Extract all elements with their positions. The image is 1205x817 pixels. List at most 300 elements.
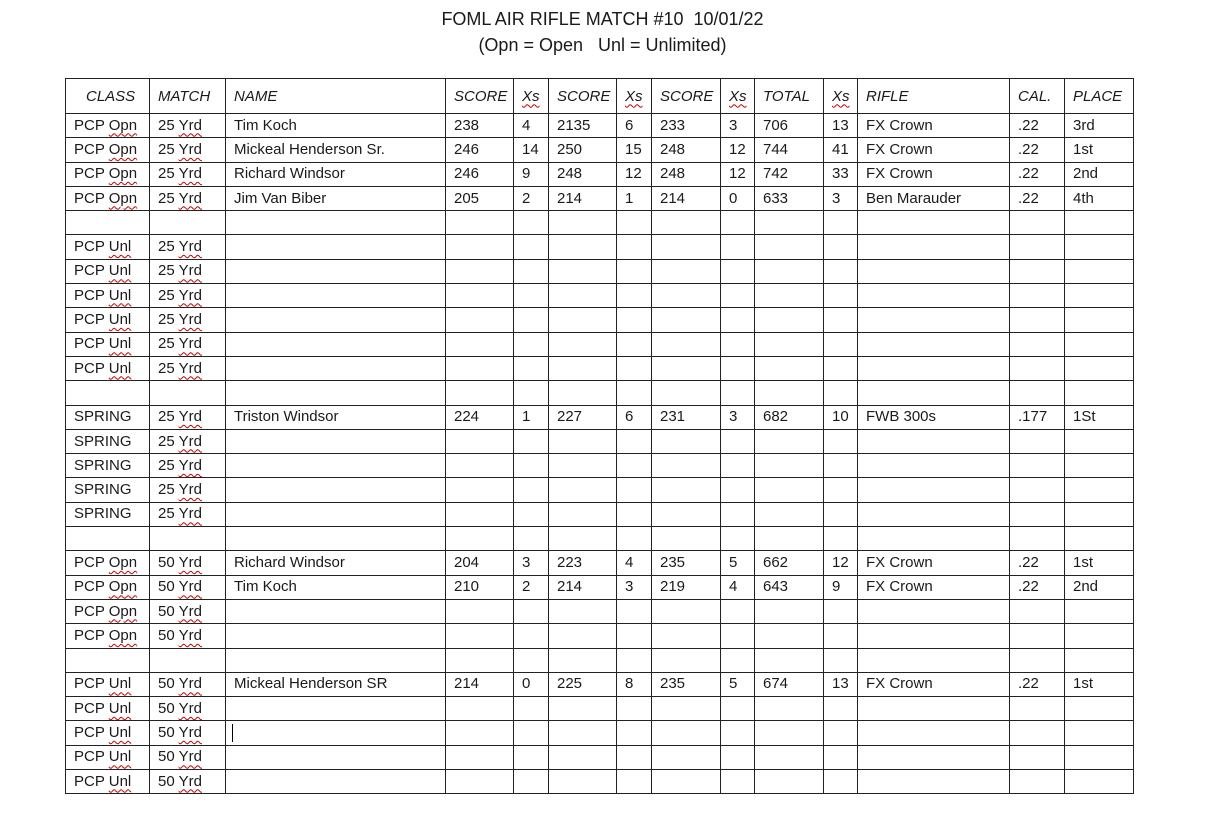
cell-xs-1[interactable]: [514, 114, 549, 138]
cell-xs-total[interactable]: [824, 502, 858, 526]
cell-name[interactable]: [226, 429, 446, 453]
cell-score-2[interactable]: [549, 697, 617, 721]
cell-total[interactable]: [755, 575, 824, 599]
cell-match[interactable]: [150, 381, 226, 405]
cell-class[interactable]: [66, 211, 150, 235]
cell-xs-total[interactable]: [824, 405, 858, 429]
cell-rifle[interactable]: [858, 697, 1010, 721]
cell-xs-2[interactable]: [617, 551, 652, 575]
cell-cal[interactable]: [1010, 114, 1065, 138]
cell-name[interactable]: [226, 162, 446, 186]
cell-class[interactable]: [66, 186, 150, 210]
cell-total[interactable]: [755, 162, 824, 186]
cell-score-3[interactable]: [652, 599, 721, 623]
cell-place[interactable]: [1065, 697, 1134, 721]
cell-xs-total[interactable]: [824, 186, 858, 210]
cell-class[interactable]: [66, 648, 150, 672]
cell-xs-2[interactable]: [617, 138, 652, 162]
cell-place[interactable]: [1065, 162, 1134, 186]
cell-total[interactable]: [755, 770, 824, 794]
cell-score-1[interactable]: [446, 624, 514, 648]
cell-rifle[interactable]: [858, 478, 1010, 502]
cell-name[interactable]: [226, 211, 446, 235]
cell-score-3[interactable]: [652, 648, 721, 672]
cell-class[interactable]: [66, 745, 150, 769]
cell-xs-3[interactable]: [721, 405, 755, 429]
cell-cal[interactable]: [1010, 211, 1065, 235]
cell-total[interactable]: [755, 186, 824, 210]
cell-rifle[interactable]: [858, 624, 1010, 648]
cell-score-1[interactable]: [446, 527, 514, 551]
cell-xs-1[interactable]: [514, 478, 549, 502]
cell-score-2[interactable]: [549, 259, 617, 283]
cell-xs-3[interactable]: [721, 138, 755, 162]
cell-score-3[interactable]: [652, 478, 721, 502]
cell-score-2[interactable]: [549, 770, 617, 794]
cell-xs-1[interactable]: [514, 624, 549, 648]
cell-total[interactable]: [755, 697, 824, 721]
cell-place[interactable]: [1065, 381, 1134, 405]
cell-cal[interactable]: [1010, 527, 1065, 551]
cell-xs-2[interactable]: [617, 599, 652, 623]
cell-xs-2[interactable]: [617, 332, 652, 356]
cell-place[interactable]: [1065, 624, 1134, 648]
cell-score-2[interactable]: [549, 405, 617, 429]
cell-score-1[interactable]: [446, 745, 514, 769]
cell-cal[interactable]: [1010, 259, 1065, 283]
cell-name[interactable]: [226, 332, 446, 356]
cell-xs-1[interactable]: [514, 551, 549, 575]
cell-cal[interactable]: [1010, 429, 1065, 453]
cell-score-1[interactable]: [446, 332, 514, 356]
cell-score-1[interactable]: [446, 381, 514, 405]
cell-total[interactable]: [755, 721, 824, 745]
cell-score-1[interactable]: [446, 186, 514, 210]
cell-xs-3[interactable]: [721, 575, 755, 599]
cell-xs-1[interactable]: [514, 235, 549, 259]
cell-cal[interactable]: [1010, 454, 1065, 478]
cell-score-3[interactable]: [652, 211, 721, 235]
cell-total[interactable]: [755, 672, 824, 696]
cell-score-1[interactable]: [446, 575, 514, 599]
cell-xs-1[interactable]: [514, 745, 549, 769]
cell-score-1[interactable]: [446, 672, 514, 696]
cell-class[interactable]: [66, 672, 150, 696]
cell-rifle[interactable]: [858, 551, 1010, 575]
cell-total[interactable]: [755, 648, 824, 672]
cell-rifle[interactable]: [858, 332, 1010, 356]
cell-match[interactable]: [150, 114, 226, 138]
cell-place[interactable]: [1065, 308, 1134, 332]
cell-score-1[interactable]: [446, 405, 514, 429]
cell-score-3[interactable]: [652, 624, 721, 648]
cell-rifle[interactable]: [858, 454, 1010, 478]
cell-name[interactable]: [226, 551, 446, 575]
cell-cal[interactable]: [1010, 648, 1065, 672]
cell-xs-1[interactable]: [514, 502, 549, 526]
cell-xs-total[interactable]: [824, 624, 858, 648]
cell-xs-2[interactable]: [617, 114, 652, 138]
cell-xs-2[interactable]: [617, 770, 652, 794]
cell-xs-3[interactable]: [721, 599, 755, 623]
cell-score-1[interactable]: [446, 114, 514, 138]
cell-xs-1[interactable]: [514, 381, 549, 405]
cell-class[interactable]: [66, 381, 150, 405]
cell-place[interactable]: [1065, 186, 1134, 210]
cell-xs-3[interactable]: [721, 284, 755, 308]
cell-match[interactable]: [150, 284, 226, 308]
cell-xs-total[interactable]: [824, 551, 858, 575]
cell-xs-2[interactable]: [617, 405, 652, 429]
cell-xs-2[interactable]: [617, 429, 652, 453]
cell-rifle[interactable]: [858, 575, 1010, 599]
cell-xs-total[interactable]: [824, 697, 858, 721]
cell-xs-3[interactable]: [721, 186, 755, 210]
cell-place[interactable]: [1065, 405, 1134, 429]
cell-xs-2[interactable]: [617, 259, 652, 283]
cell-score-1[interactable]: [446, 478, 514, 502]
cell-xs-2[interactable]: [617, 186, 652, 210]
cell-xs-total[interactable]: [824, 721, 858, 745]
cell-name[interactable]: [226, 356, 446, 380]
cell-xs-2[interactable]: [617, 672, 652, 696]
cell-xs-3[interactable]: [721, 551, 755, 575]
cell-score-2[interactable]: [549, 284, 617, 308]
cell-score-2[interactable]: [549, 648, 617, 672]
cell-match[interactable]: [150, 478, 226, 502]
cell-total[interactable]: [755, 599, 824, 623]
cell-xs-1[interactable]: [514, 138, 549, 162]
cell-score-1[interactable]: [446, 770, 514, 794]
cell-cal[interactable]: [1010, 284, 1065, 308]
cell-xs-total[interactable]: [824, 138, 858, 162]
cell-match[interactable]: [150, 697, 226, 721]
cell-rifle[interactable]: [858, 284, 1010, 308]
cell-match[interactable]: [150, 648, 226, 672]
cell-total[interactable]: [755, 454, 824, 478]
cell-xs-total[interactable]: [824, 308, 858, 332]
cell-total[interactable]: [755, 745, 824, 769]
cell-match[interactable]: [150, 308, 226, 332]
cell-class[interactable]: [66, 527, 150, 551]
cell-score-2[interactable]: [549, 235, 617, 259]
cell-total[interactable]: [755, 405, 824, 429]
cell-total[interactable]: [755, 624, 824, 648]
cell-rifle[interactable]: [858, 138, 1010, 162]
cell-score-2[interactable]: [549, 162, 617, 186]
cell-xs-3[interactable]: [721, 648, 755, 672]
cell-xs-3[interactable]: [721, 259, 755, 283]
cell-xs-2[interactable]: [617, 648, 652, 672]
cell-rifle[interactable]: [858, 356, 1010, 380]
cell-name[interactable]: [226, 186, 446, 210]
cell-xs-2[interactable]: [617, 308, 652, 332]
cell-xs-total[interactable]: [824, 770, 858, 794]
cell-cal[interactable]: [1010, 770, 1065, 794]
cell-name[interactable]: [226, 770, 446, 794]
cell-match[interactable]: [150, 575, 226, 599]
cell-xs-1[interactable]: [514, 332, 549, 356]
cell-xs-total[interactable]: [824, 356, 858, 380]
cell-xs-1[interactable]: [514, 527, 549, 551]
cell-total[interactable]: [755, 211, 824, 235]
cell-class[interactable]: [66, 114, 150, 138]
cell-cal[interactable]: [1010, 575, 1065, 599]
cell-xs-total[interactable]: [824, 745, 858, 769]
cell-name[interactable]: [226, 502, 446, 526]
cell-total[interactable]: [755, 308, 824, 332]
cell-xs-2[interactable]: [617, 575, 652, 599]
cell-class[interactable]: [66, 235, 150, 259]
cell-match[interactable]: [150, 502, 226, 526]
cell-score-1[interactable]: [446, 648, 514, 672]
cell-name[interactable]: [226, 381, 446, 405]
cell-class[interactable]: [66, 259, 150, 283]
cell-place[interactable]: [1065, 284, 1134, 308]
cell-place[interactable]: [1065, 259, 1134, 283]
cell-match[interactable]: [150, 138, 226, 162]
cell-score-2[interactable]: [549, 672, 617, 696]
cell-xs-3[interactable]: [721, 770, 755, 794]
cell-score-3[interactable]: [652, 770, 721, 794]
cell-cal[interactable]: [1010, 138, 1065, 162]
cell-name[interactable]: [226, 575, 446, 599]
cell-cal[interactable]: [1010, 162, 1065, 186]
cell-name[interactable]: [226, 672, 446, 696]
cell-name[interactable]: [226, 624, 446, 648]
cell-xs-3[interactable]: [721, 454, 755, 478]
cell-rifle[interactable]: [858, 770, 1010, 794]
cell-xs-total[interactable]: [824, 162, 858, 186]
cell-cal[interactable]: [1010, 332, 1065, 356]
cell-cal[interactable]: [1010, 235, 1065, 259]
cell-total[interactable]: [755, 502, 824, 526]
cell-score-1[interactable]: [446, 502, 514, 526]
cell-score-2[interactable]: [549, 478, 617, 502]
cell-xs-2[interactable]: [617, 162, 652, 186]
cell-cal[interactable]: [1010, 405, 1065, 429]
cell-cal[interactable]: [1010, 599, 1065, 623]
cell-score-1[interactable]: [446, 697, 514, 721]
cell-xs-1[interactable]: [514, 429, 549, 453]
cell-xs-3[interactable]: [721, 332, 755, 356]
cell-score-2[interactable]: [549, 211, 617, 235]
cell-score-2[interactable]: [549, 624, 617, 648]
cell-class[interactable]: [66, 454, 150, 478]
cell-class[interactable]: [66, 308, 150, 332]
cell-xs-1[interactable]: [514, 697, 549, 721]
cell-xs-1[interactable]: [514, 672, 549, 696]
cell-xs-total[interactable]: [824, 211, 858, 235]
cell-score-1[interactable]: [446, 429, 514, 453]
cell-name[interactable]: [226, 527, 446, 551]
cell-name[interactable]: [226, 138, 446, 162]
cell-rifle[interactable]: [858, 211, 1010, 235]
cell-name[interactable]: [226, 308, 446, 332]
cell-name[interactable]: [226, 454, 446, 478]
cell-match[interactable]: [150, 356, 226, 380]
cell-xs-2[interactable]: [617, 624, 652, 648]
cell-match[interactable]: [150, 770, 226, 794]
cell-place[interactable]: [1065, 575, 1134, 599]
cell-match[interactable]: [150, 551, 226, 575]
cell-name[interactable]: [226, 599, 446, 623]
cell-cal[interactable]: [1010, 308, 1065, 332]
cell-name[interactable]: [226, 114, 446, 138]
cell-xs-2[interactable]: [617, 381, 652, 405]
cell-name[interactable]: [226, 697, 446, 721]
cell-name[interactable]: [226, 478, 446, 502]
cell-xs-1[interactable]: [514, 211, 549, 235]
cell-score-3[interactable]: [652, 454, 721, 478]
cell-score-2[interactable]: [549, 138, 617, 162]
cell-name[interactable]: [226, 745, 446, 769]
cell-cal[interactable]: [1010, 478, 1065, 502]
cell-score-1[interactable]: [446, 599, 514, 623]
cell-place[interactable]: [1065, 502, 1134, 526]
cell-xs-1[interactable]: [514, 405, 549, 429]
cell-class[interactable]: [66, 697, 150, 721]
cell-cal[interactable]: [1010, 381, 1065, 405]
cell-xs-total[interactable]: [824, 381, 858, 405]
cell-rifle[interactable]: [858, 405, 1010, 429]
cell-class[interactable]: [66, 721, 150, 745]
cell-total[interactable]: [755, 138, 824, 162]
cell-score-3[interactable]: [652, 745, 721, 769]
cell-score-3[interactable]: [652, 138, 721, 162]
cell-cal[interactable]: [1010, 672, 1065, 696]
cell-score-3[interactable]: [652, 405, 721, 429]
cell-score-1[interactable]: [446, 454, 514, 478]
cell-class[interactable]: [66, 332, 150, 356]
cell-score-2[interactable]: [549, 454, 617, 478]
cell-score-2[interactable]: [549, 356, 617, 380]
cell-rifle[interactable]: [858, 672, 1010, 696]
cell-place[interactable]: [1065, 770, 1134, 794]
cell-class[interactable]: [66, 624, 150, 648]
cell-xs-2[interactable]: [617, 284, 652, 308]
cell-xs-total[interactable]: [824, 114, 858, 138]
cell-total[interactable]: [755, 235, 824, 259]
cell-place[interactable]: [1065, 332, 1134, 356]
cell-score-2[interactable]: [549, 429, 617, 453]
cell-xs-total[interactable]: [824, 672, 858, 696]
cell-xs-3[interactable]: [721, 381, 755, 405]
cell-score-3[interactable]: [652, 308, 721, 332]
cell-rifle[interactable]: [858, 162, 1010, 186]
cell-score-3[interactable]: [652, 575, 721, 599]
cell-xs-3[interactable]: [721, 308, 755, 332]
cell-match[interactable]: [150, 721, 226, 745]
cell-rifle[interactable]: [858, 527, 1010, 551]
cell-total[interactable]: [755, 527, 824, 551]
cell-xs-2[interactable]: [617, 527, 652, 551]
cell-cal[interactable]: [1010, 551, 1065, 575]
cell-score-3[interactable]: [652, 502, 721, 526]
cell-class[interactable]: [66, 429, 150, 453]
cell-xs-1[interactable]: [514, 454, 549, 478]
cell-score-3[interactable]: [652, 162, 721, 186]
cell-xs-3[interactable]: [721, 235, 755, 259]
cell-rifle[interactable]: [858, 259, 1010, 283]
cell-score-2[interactable]: [549, 551, 617, 575]
cell-score-1[interactable]: [446, 284, 514, 308]
cell-name[interactable]: [226, 284, 446, 308]
cell-score-2[interactable]: [549, 332, 617, 356]
cell-cal[interactable]: [1010, 697, 1065, 721]
cell-xs-3[interactable]: [721, 721, 755, 745]
cell-total[interactable]: [755, 478, 824, 502]
cell-xs-total[interactable]: [824, 259, 858, 283]
cell-score-3[interactable]: [652, 259, 721, 283]
cell-class[interactable]: [66, 405, 150, 429]
cell-match[interactable]: [150, 211, 226, 235]
cell-xs-total[interactable]: [824, 648, 858, 672]
cell-xs-3[interactable]: [721, 527, 755, 551]
cell-xs-3[interactable]: [721, 672, 755, 696]
cell-score-3[interactable]: [652, 429, 721, 453]
cell-place[interactable]: [1065, 114, 1134, 138]
cell-match[interactable]: [150, 454, 226, 478]
cell-name[interactable]: [226, 721, 446, 745]
cell-class[interactable]: [66, 284, 150, 308]
cell-score-1[interactable]: [446, 721, 514, 745]
cell-match[interactable]: [150, 672, 226, 696]
cell-score-3[interactable]: [652, 284, 721, 308]
cell-score-1[interactable]: [446, 308, 514, 332]
cell-xs-total[interactable]: [824, 429, 858, 453]
cell-place[interactable]: [1065, 138, 1134, 162]
cell-score-3[interactable]: [652, 721, 721, 745]
cell-class[interactable]: [66, 138, 150, 162]
cell-rifle[interactable]: [858, 381, 1010, 405]
cell-place[interactable]: [1065, 454, 1134, 478]
cell-xs-total[interactable]: [824, 599, 858, 623]
cell-xs-2[interactable]: [617, 235, 652, 259]
cell-xs-2[interactable]: [617, 356, 652, 380]
cell-total[interactable]: [755, 332, 824, 356]
cell-class[interactable]: [66, 575, 150, 599]
cell-name[interactable]: [226, 259, 446, 283]
cell-cal[interactable]: [1010, 624, 1065, 648]
cell-match[interactable]: [150, 429, 226, 453]
cell-xs-1[interactable]: [514, 186, 549, 210]
cell-match[interactable]: [150, 332, 226, 356]
cell-score-3[interactable]: [652, 186, 721, 210]
cell-xs-2[interactable]: [617, 502, 652, 526]
cell-xs-3[interactable]: [721, 502, 755, 526]
cell-rifle[interactable]: [858, 745, 1010, 769]
cell-score-2[interactable]: [549, 599, 617, 623]
cell-match[interactable]: [150, 259, 226, 283]
cell-score-1[interactable]: [446, 235, 514, 259]
cell-score-3[interactable]: [652, 697, 721, 721]
cell-xs-1[interactable]: [514, 599, 549, 623]
cell-place[interactable]: [1065, 551, 1134, 575]
cell-cal[interactable]: [1010, 745, 1065, 769]
cell-score-1[interactable]: [446, 259, 514, 283]
cell-xs-1[interactable]: [514, 284, 549, 308]
cell-total[interactable]: [755, 381, 824, 405]
cell-xs-2[interactable]: [617, 211, 652, 235]
cell-score-3[interactable]: [652, 114, 721, 138]
cell-xs-3[interactable]: [721, 211, 755, 235]
cell-xs-total[interactable]: [824, 332, 858, 356]
cell-rifle[interactable]: [858, 721, 1010, 745]
cell-xs-total[interactable]: [824, 284, 858, 308]
cell-xs-1[interactable]: [514, 162, 549, 186]
cell-xs-1[interactable]: [514, 770, 549, 794]
